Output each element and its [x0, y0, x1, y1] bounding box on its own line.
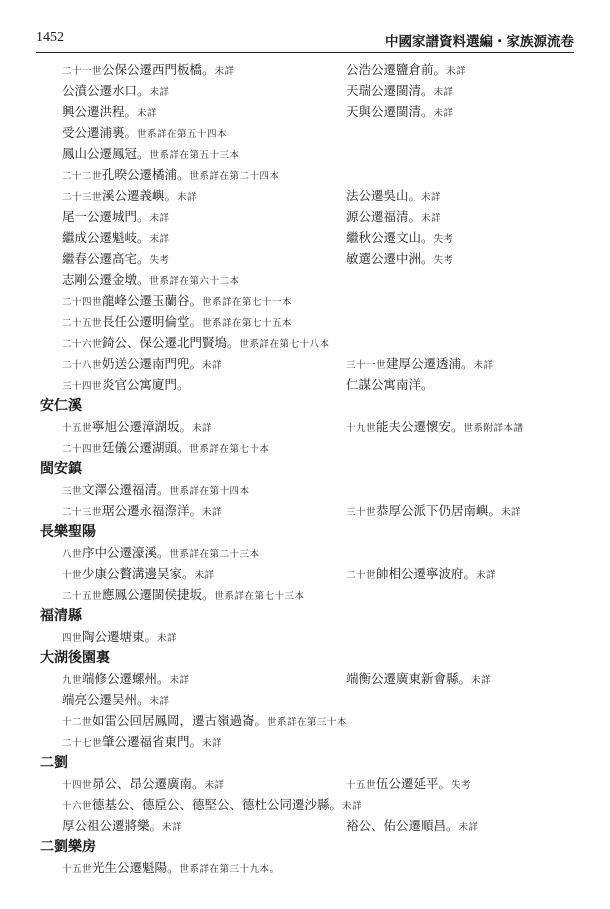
entry-left: [62, 333, 330, 355]
lineage-note: 未詳: [149, 87, 170, 98]
entry-right: [346, 564, 496, 586]
migration-text: 公保公遷西門板橋。: [102, 62, 215, 77]
page-number: 1452: [36, 30, 64, 45]
lineage-note: 未詳: [194, 570, 215, 581]
section-heading: 福清縣: [40, 608, 82, 624]
entry-left: [62, 144, 240, 166]
entry-right: [346, 228, 454, 250]
entry-right: [346, 354, 494, 376]
migration-text: 恭厚公派下仍居南嶼。: [376, 503, 502, 518]
migration-text: 昴公、昂公遷廣南。: [92, 776, 205, 791]
lineage-note: 世系詳在第二十四本: [189, 171, 280, 182]
lineage-note: 世系附詳本譜: [463, 423, 524, 434]
entry-left: [62, 732, 222, 754]
lineage-note: 未詳: [501, 507, 522, 518]
entry-left: [62, 585, 305, 607]
migration-text: 龍峰公遷玉蘭谷。: [102, 293, 203, 308]
entry-left: [62, 249, 170, 271]
migration-text: 奶送公遷南門兜。: [102, 356, 203, 371]
migration-text: 仁謀公寓南洋。: [346, 377, 434, 392]
entry-right: [346, 249, 454, 271]
generation-label: 二十五世: [62, 591, 103, 602]
migration-text: 帥相公遷寧波府。: [376, 566, 477, 581]
lineage-note: 未詳: [204, 780, 225, 791]
generation-label: 二十五世: [62, 318, 103, 329]
lineage-note: 未詳: [157, 633, 178, 644]
entry-left: [62, 627, 177, 649]
migration-text: 應鳳公遷閩侯捷坂。: [102, 587, 215, 602]
entry-left: [62, 375, 190, 397]
generation-label: 二十一世: [62, 66, 103, 77]
lineage-note: 未詳: [202, 738, 223, 749]
lineage-note: 世系詳在第二十三本: [169, 549, 260, 560]
generation-label: 二十八世: [62, 360, 103, 371]
entry-right: [346, 81, 454, 103]
generation-label: 三十世: [346, 507, 377, 518]
lineage-note: 未詳: [473, 360, 494, 371]
entry-right: [346, 102, 454, 124]
lineage-note: 世系詳在第五十四本: [137, 129, 228, 140]
lineage-note: 未詳: [202, 360, 223, 371]
lineage-note: 未詳: [433, 87, 454, 98]
entry-left: [62, 60, 235, 82]
lineage-note: 未詳: [433, 108, 454, 119]
entry-left: [62, 228, 170, 250]
entry-left: [62, 690, 170, 712]
migration-text: 繼秋公遷文山。: [346, 230, 434, 245]
migration-text: 敏選公遷中洲。: [346, 251, 434, 266]
lineage-note: 世系詳在第三十九本。: [179, 864, 280, 875]
migration-text: 廷儀公遷湖頭。: [102, 440, 190, 455]
migration-text: 伍公遷延平。: [376, 776, 452, 791]
lineage-note: 世系詳在第七十三本: [214, 591, 305, 602]
entry-right: [346, 375, 434, 397]
generation-label: 十四世: [62, 780, 93, 791]
generation-label: 十六世: [62, 801, 93, 812]
generation-label: 三十一世: [346, 360, 387, 371]
migration-text: 天瑞公遷閩清。: [346, 83, 434, 98]
lineage-note: 未詳: [162, 822, 183, 833]
migration-text: 公浩公遷鹽倉前。: [346, 62, 447, 77]
migration-text: 志剛公遷金墩。: [62, 272, 150, 287]
lineage-note: 失考: [451, 780, 472, 791]
migration-text: 法公遷吳山。: [346, 188, 422, 203]
lineage-note: 未詳: [471, 675, 492, 686]
migration-text: 受公遷浦裏。: [62, 125, 138, 140]
entry-right: [346, 774, 471, 796]
lineage-note: 失考: [433, 234, 454, 245]
lineage-note: 未詳: [421, 213, 442, 224]
section-heading: 二劉: [40, 755, 68, 771]
lineage-note: 未詳: [214, 66, 235, 77]
lineage-note: 未詳: [421, 192, 442, 203]
migration-text: 公濆公遷水口。: [62, 83, 150, 98]
generation-label: 九世: [62, 675, 83, 686]
entry-left: [62, 81, 170, 103]
migration-text: 端亮公遷吴州。: [62, 692, 150, 707]
generation-label: 二十世: [346, 570, 377, 581]
lineage-note: 失考: [149, 255, 170, 266]
lineage-note: 未詳: [446, 66, 467, 77]
migration-text: 寧旭公遷漳湖坂。: [92, 419, 193, 434]
section-heading: 閩安鎮: [40, 461, 82, 477]
generation-label: 二十二世: [62, 171, 103, 182]
lineage-note: 未詳: [458, 822, 479, 833]
entry-right: [346, 669, 491, 691]
migration-text: 錡公、保公遷北門賢塢。: [102, 335, 240, 350]
lineage-note: 世系詳在第六十二本: [149, 276, 240, 287]
entry-left: [62, 438, 270, 460]
lineage-note: 未詳: [149, 696, 170, 707]
entry-right: [346, 417, 524, 439]
entry-left: [62, 816, 182, 838]
generation-label: 二十四世: [62, 297, 103, 308]
entry-left: [62, 417, 212, 439]
entry-right: [346, 186, 441, 208]
section-heading: 二劉樂房: [40, 839, 96, 855]
migration-text: 陶公遷塘東。: [82, 629, 158, 644]
generation-label: 三世: [62, 486, 83, 497]
lineage-note: 未詳: [192, 423, 213, 434]
migration-text: 鳳山公遷鳳冠。: [62, 146, 150, 161]
generation-label: 十五世: [346, 780, 377, 791]
migration-text: 文澤公遷福清。: [82, 482, 170, 497]
entry-right: [346, 501, 521, 523]
migration-text: 少康公贅溝邊吴家。: [82, 566, 195, 581]
migration-text: 尾一公遷城門。: [62, 209, 150, 224]
migration-text: 德基公、德垕公、德堅公、德杜公同遷沙縣。: [92, 797, 343, 812]
entry-right: [346, 816, 479, 838]
lineage-note: 未詳: [137, 108, 158, 119]
migration-text: 端修公遷螺州。: [82, 671, 170, 686]
entry-left: [62, 123, 227, 145]
lineage-note: 世系詳在第七十八本: [239, 339, 330, 350]
running-title: 中國家譜資料選編・家族源流卷: [385, 34, 574, 50]
migration-text: 繼春公遷高宅。: [62, 251, 150, 266]
entry-left: [62, 480, 250, 502]
entry-left: [62, 669, 190, 691]
generation-label: 三十四世: [62, 381, 103, 392]
section-heading: 安仁溪: [40, 398, 82, 414]
entry-left: [62, 291, 292, 313]
lineage-note: 世系詳在第七十一本: [202, 297, 293, 308]
lineage-note: 世系詳在第十四本: [169, 486, 250, 497]
entry-left: [62, 312, 292, 334]
generation-label: 二十三世: [62, 507, 103, 518]
entry-left: [62, 543, 260, 565]
migration-text: 溪公遷義嶼。: [102, 188, 178, 203]
migration-text: 能夫公遷懷安。: [376, 419, 464, 434]
entry-left: [62, 186, 197, 208]
section-heading: 大湖後園裏: [40, 650, 110, 666]
migration-text: 琚公遷永福漈洋。: [102, 503, 203, 518]
generation-label: 十五世: [62, 423, 93, 434]
entry-left: [62, 165, 280, 187]
migration-text: 端衡公遷廣東新會縣。: [346, 671, 472, 686]
lineage-note: 未詳: [177, 192, 198, 203]
generation-label: 十五世: [62, 864, 93, 875]
entry-left: [62, 774, 225, 796]
entry-left: [62, 354, 222, 376]
generation-label: 十世: [62, 570, 83, 581]
entry-right: [346, 207, 441, 229]
lineage-note: 失考: [433, 255, 454, 266]
migration-text: 炎官公寓廈門。: [102, 377, 190, 392]
migration-text: 肇公遷福省東門。: [102, 734, 203, 749]
migration-text: 裕公、佑公遷順昌。: [346, 818, 459, 833]
migration-text: 如雷公回居鳳岡，遷古嶺過崙。: [92, 713, 268, 728]
entry-left: [62, 564, 215, 586]
entry-left: [62, 795, 362, 817]
lineage-note: 世系詳在第七十五本: [202, 318, 293, 329]
generation-label: 二十三世: [62, 192, 103, 203]
lineage-note: 世系詳在第五十三本: [149, 150, 240, 161]
entry-left: [62, 501, 222, 523]
entry-left: [62, 207, 170, 229]
entry-left: [62, 270, 240, 292]
migration-text: 天與公遷閩清。: [346, 104, 434, 119]
migration-text: 源公遷福清。: [346, 209, 422, 224]
entry-left: [62, 711, 347, 733]
generation-label: 二十七世: [62, 738, 103, 749]
generation-label: 十九世: [346, 423, 377, 434]
lineage-note: 世系詳在第七十本: [189, 444, 270, 455]
migration-text: 厚公祖公遷將樂。: [62, 818, 163, 833]
migration-text: 光生公遷魁陽。: [92, 860, 180, 875]
lineage-note: 世系詳在第三十本: [267, 717, 348, 728]
generation-label: 十二世: [62, 717, 93, 728]
migration-text: 繼成公遷魁岐。: [62, 230, 150, 245]
migration-text: 長任公遷明倫堂。: [102, 314, 203, 329]
generation-label: 四世: [62, 633, 83, 644]
entry-left: [62, 102, 157, 124]
lineage-note: 未詳: [149, 213, 170, 224]
generation-label: 二十六世: [62, 339, 103, 350]
section-heading: 長樂聖陽: [40, 524, 96, 540]
lineage-note: 未詳: [169, 675, 190, 686]
migration-text: 序中公遷濠溪。: [82, 545, 170, 560]
entry-left: [62, 858, 280, 880]
entry-right: [346, 60, 466, 82]
migration-text: 建厚公遷透浦。: [386, 356, 474, 371]
lineage-note: 未詳: [342, 801, 363, 812]
generation-label: 二十四世: [62, 444, 103, 455]
migration-text: 孔暌公遷橘浦。: [102, 167, 190, 182]
lineage-note: 未詳: [476, 570, 497, 581]
generation-label: 八世: [62, 549, 83, 560]
lineage-note: 未詳: [149, 234, 170, 245]
page-header: [36, 30, 574, 53]
migration-text: 興公遷洪程。: [62, 104, 138, 119]
lineage-note: 未詳: [202, 507, 223, 518]
